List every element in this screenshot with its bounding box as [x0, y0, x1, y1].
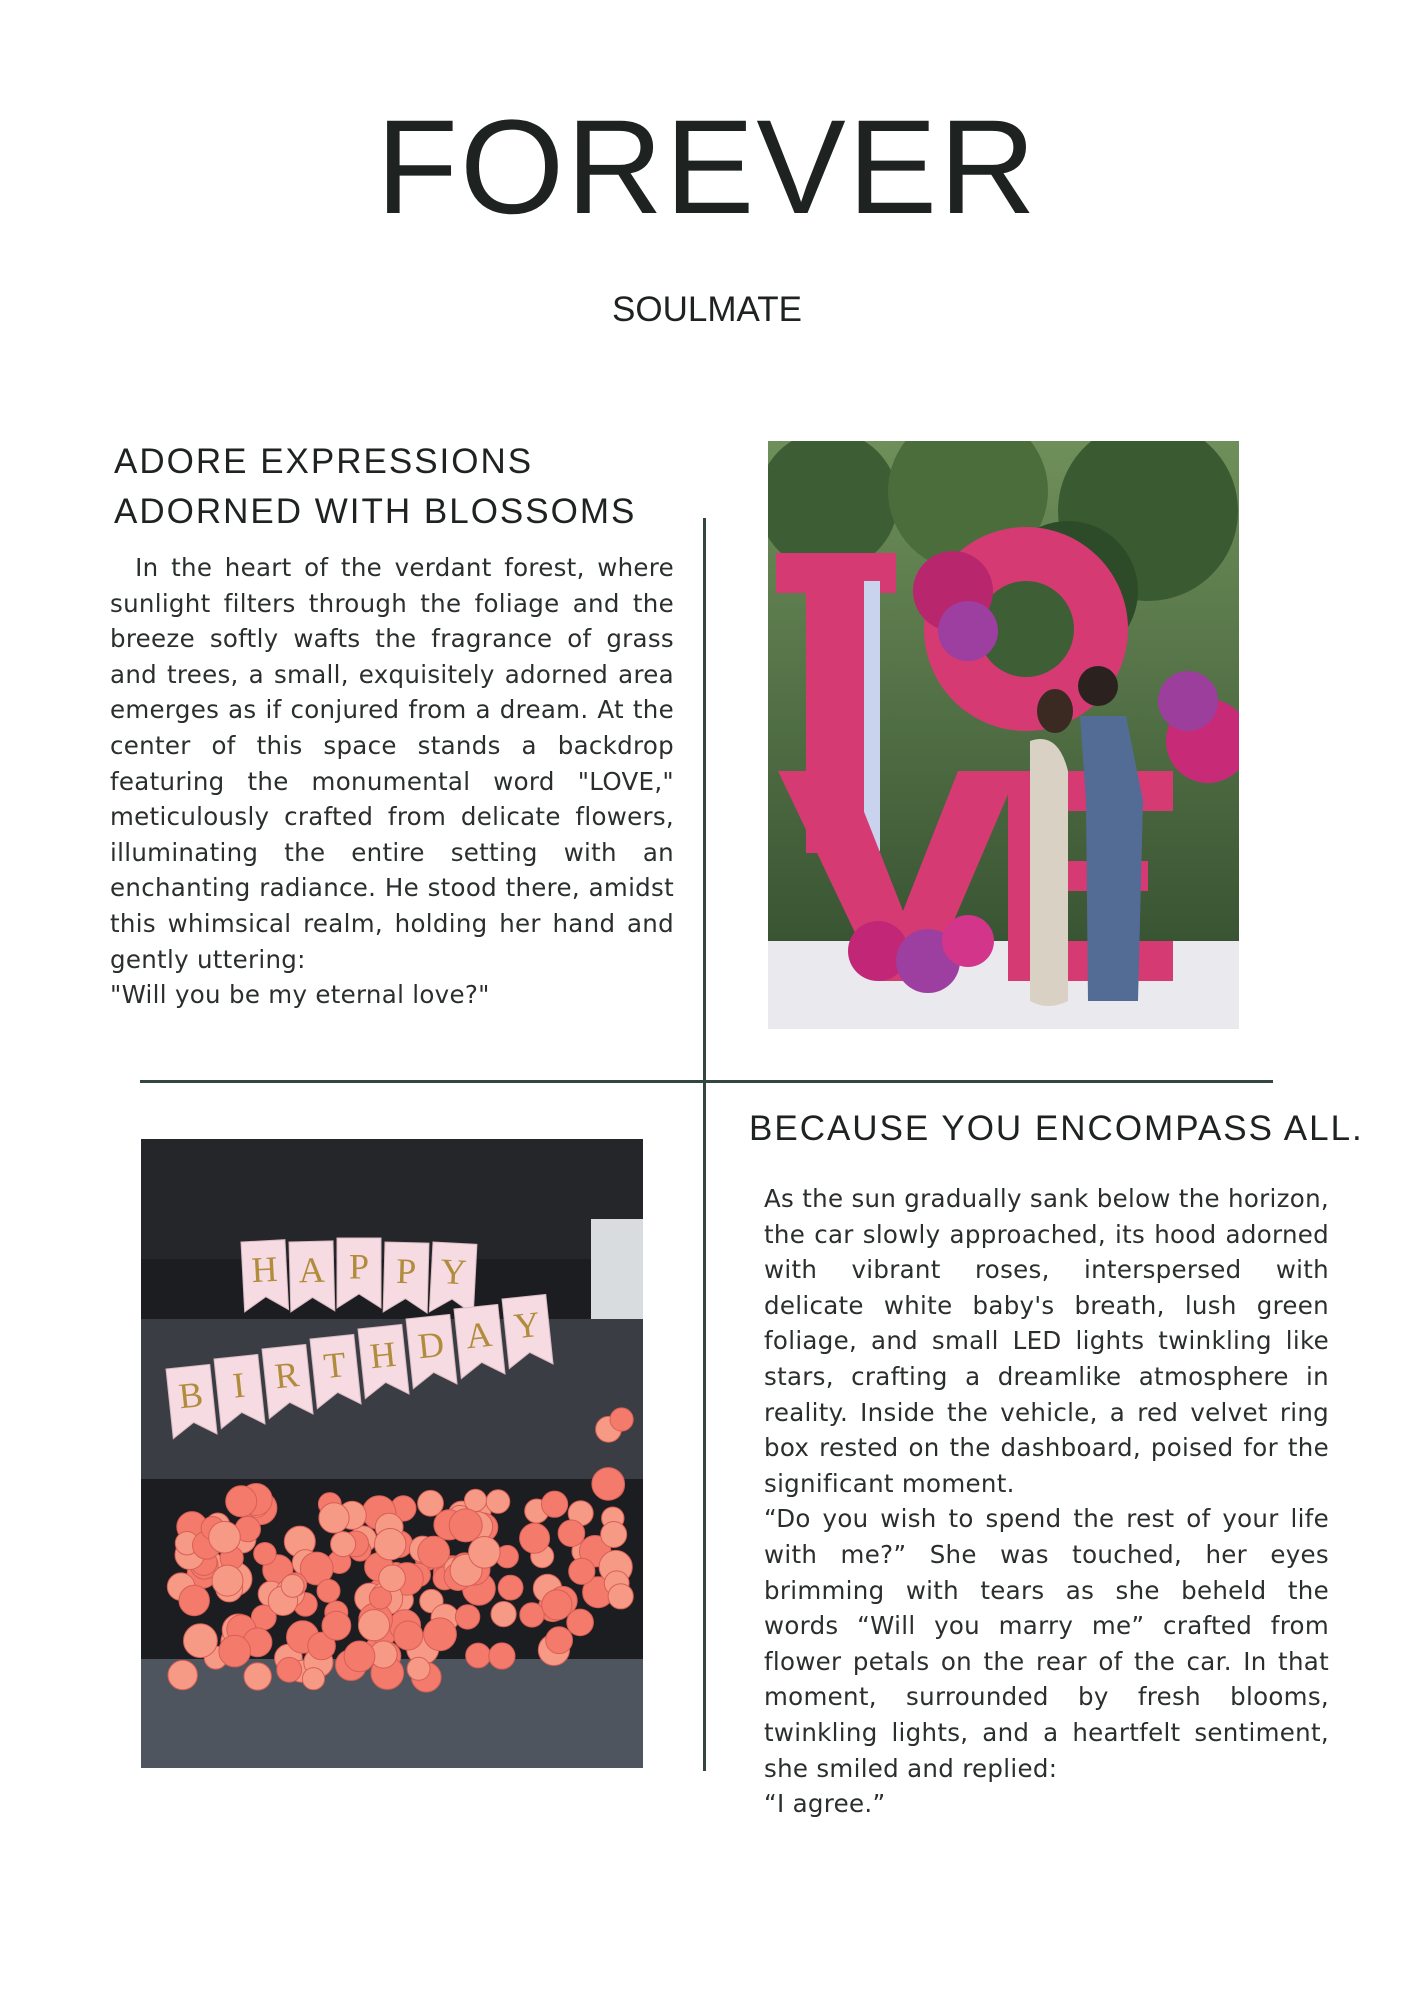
- rose: [520, 1523, 550, 1553]
- rose: [407, 1657, 430, 1680]
- rose: [254, 1543, 276, 1565]
- love-sign-photo: [768, 441, 1239, 1029]
- section1-paragraph: In the heart of the verdant forest, where sunlight filters through the foliage and the breeze softly wafts the fragrance of grass and trees, a small, exquisitely adorned area emerges as if conjured from a dream. At the center of this space stands a backdrop featuring the monumental word "LOVE," meticulously crafted from delicate flowers, illuminating the entire setting with an enchanting radiance. He stood there, amidst this whimsical realm, holding her hand and gently uttering:: [110, 553, 674, 974]
- svg-text:Y: Y: [511, 1303, 542, 1347]
- svg-text:P: P: [348, 1246, 370, 1287]
- rose: [449, 1509, 482, 1542]
- svg-text:P: P: [395, 1250, 417, 1292]
- rose: [466, 1643, 491, 1668]
- rose: [558, 1520, 585, 1547]
- horizontal-divider: [140, 1080, 1273, 1083]
- rose: [486, 1490, 510, 1514]
- rose: [331, 1532, 356, 1557]
- rose: [281, 1575, 304, 1598]
- svg-text:I: I: [230, 1364, 247, 1406]
- svg-text:A: A: [298, 1249, 326, 1291]
- rose: [212, 1565, 243, 1596]
- rose: [184, 1624, 218, 1658]
- rose: [302, 1668, 324, 1690]
- section2-body: [764, 1181, 1329, 1822]
- rose: [219, 1635, 251, 1667]
- rose: [469, 1537, 501, 1569]
- rose: [375, 1529, 406, 1560]
- rose: [542, 1491, 568, 1517]
- section1-quote: "Will you be my eternal love?": [110, 980, 490, 1010]
- rose: [491, 1602, 516, 1627]
- rose: [319, 1503, 349, 1533]
- rose: [179, 1585, 209, 1615]
- page-title: FOREVER: [376, 93, 1038, 242]
- svg-text:H: H: [250, 1248, 279, 1291]
- rose: [418, 1490, 444, 1516]
- svg-text:T: T: [321, 1344, 348, 1387]
- rose: [542, 1590, 572, 1620]
- section2-heading: BECAUSE YOU ENCOMPASS ALL.: [749, 1109, 1364, 1148]
- car-trunk-roses-photo: [141, 1139, 643, 1768]
- rose: [464, 1489, 486, 1511]
- page-subtitle: SOULMATE: [612, 290, 802, 329]
- svg-text:R: R: [272, 1353, 301, 1397]
- svg-text:B: B: [176, 1373, 205, 1417]
- rose: [520, 1603, 544, 1627]
- rose: [226, 1486, 257, 1517]
- svg-text:Y: Y: [439, 1251, 468, 1293]
- rose: [317, 1579, 340, 1602]
- rose: [498, 1575, 523, 1600]
- rose: [601, 1522, 627, 1548]
- rose: [244, 1663, 271, 1690]
- rose: [209, 1521, 241, 1553]
- rose: [394, 1621, 423, 1650]
- vertical-divider: [703, 518, 706, 1771]
- rose: [608, 1584, 633, 1609]
- rose: [424, 1618, 457, 1651]
- rose: [569, 1558, 595, 1584]
- rose: [610, 1408, 633, 1431]
- section2-paragraph-2: “Do you wish to spend the rest of your life with me?” She was touched, her eyes brimming with tears as she beheld the words “Will you marry me” crafted from flower petals on the rear of the car. In that moment, surrounded by fresh blooms, twinkling lights, and a heartfelt sentiment, she smiled and replied:: [764, 1504, 1329, 1783]
- rose: [322, 1611, 351, 1640]
- section1-heading-line1: ADORE EXPRESSIONS: [114, 442, 534, 481]
- rose: [418, 1536, 450, 1568]
- section2-quote: “I agree.”: [764, 1789, 886, 1819]
- rose: [379, 1565, 406, 1592]
- rose: [168, 1660, 197, 1689]
- svg-text:A: A: [463, 1313, 494, 1357]
- section2-paragraph-1: As the sun gradually sank below the horizon, the car slowly approached, its hood adorned with vibrant roses, interspersed with delicate white baby's breath, lush green foliage, and small LED lights twinkling like stars, crafting a dreamlike atmosphere in reality. Inside the vehicle, a red velvet ring box rested on the dashboard, poised for the significant moment.: [764, 1184, 1329, 1498]
- rose: [358, 1610, 389, 1641]
- rose: [546, 1627, 573, 1654]
- section1-heading-line2: ADORNED WITH BLOSSOMS: [114, 492, 637, 531]
- rose: [489, 1643, 515, 1669]
- rose: [344, 1641, 375, 1672]
- section1-body: [110, 550, 674, 1013]
- rose: [277, 1657, 302, 1682]
- rose: [592, 1468, 625, 1501]
- svg-text:D: D: [415, 1323, 446, 1367]
- rose: [455, 1605, 479, 1629]
- svg-text:H: H: [367, 1333, 398, 1377]
